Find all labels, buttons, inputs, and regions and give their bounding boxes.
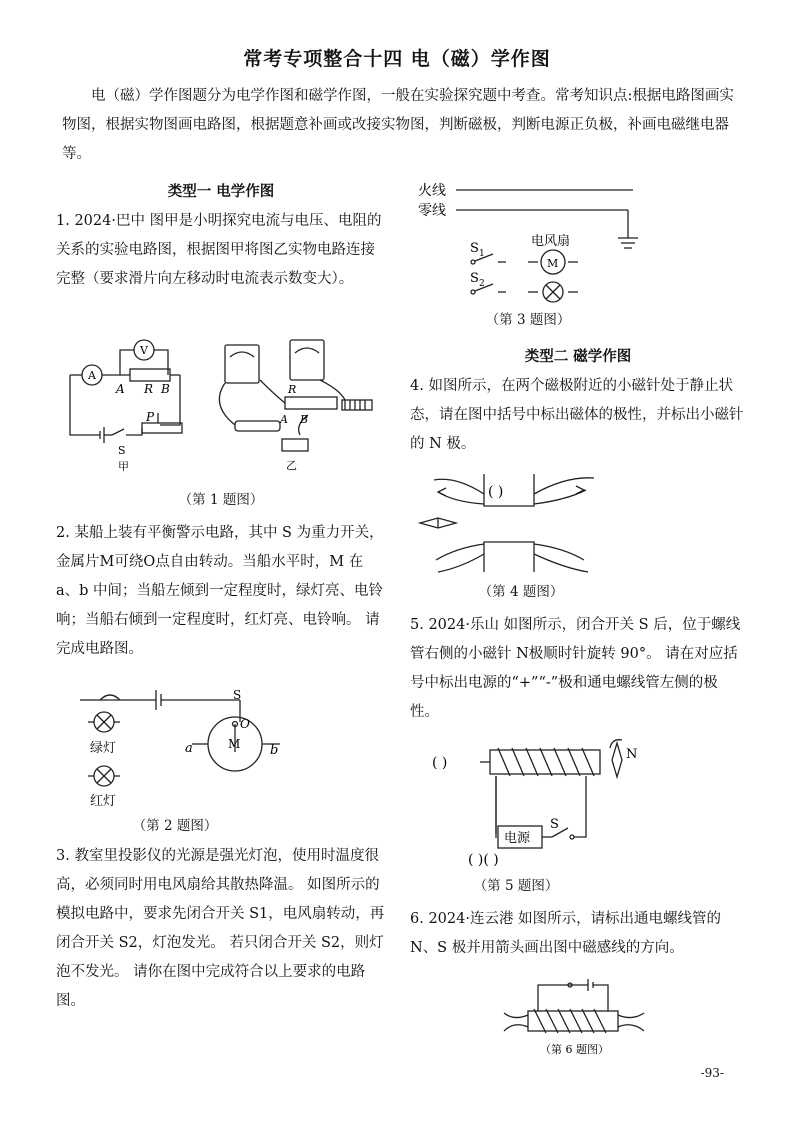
q1-ammeter-label: A (88, 369, 96, 382)
type2-heading: 类型二 磁学作图 (524, 348, 632, 365)
q2-m-label: M (228, 737, 241, 751)
q5-caption: （第 5 题图） (473, 878, 559, 894)
q5-text: 5. 2024·乐山 如图所示，闭合开关 S 后，位于螺线管右侧的小磁针 N极顺时针旋转 90°。 请在对应括号中标出电源的“+”“-”极和通电螺线管左侧的极性。 (410, 617, 741, 720)
q5-left-bracket: ( ) (432, 755, 448, 771)
q6-solenoid-figure (500, 975, 650, 1061)
q3-s1-sub: 1 (479, 249, 485, 259)
type1-heading: 类型一 电学作图 (167, 183, 275, 200)
q1-yi-label: 乙 (286, 459, 297, 472)
q2-circuit-figure (80, 682, 300, 810)
q3-circuit-figure (418, 176, 648, 306)
q6-caption: （第 6 题图） (540, 1043, 609, 1056)
q3-s2-label: S (470, 271, 479, 286)
q2-red-label: 红灯 (90, 794, 117, 809)
page-number: -93- (700, 1066, 724, 1080)
q5-source-label: 电源 (504, 831, 531, 846)
q3-s2-sub: 2 (479, 279, 485, 289)
q1-b2-label: B (300, 413, 309, 426)
q4-text: 4. 如图所示，在两个磁极附近的小磁针处于静止状态，请在图中括号中标出磁体的极性，并标出小磁针的 N 极。 (410, 378, 744, 452)
q1-caption: （第 1 题图） (178, 492, 264, 508)
q2-b-label: b (270, 743, 279, 758)
q2-a-label: a (185, 741, 193, 756)
q4-caption: （第 4 题图） (478, 584, 564, 600)
q2-text: 2. 某船上装有平衡警示电路，其中 S 为重力开关，金属片M可绕O点自由转动。当船水平时，M 在 a、b 中间；当船左倾到一定程度时，绿灯亮、电铃响；当船右倾到一定程度时，红灯亮、电铃响。 请完成电路图。 (56, 525, 384, 657)
q5-s-label: S (550, 817, 559, 832)
q1-r-label: R (144, 382, 154, 396)
q2-caption: （第 2 题图） (132, 818, 218, 834)
q1-a-label: A (116, 382, 125, 396)
intro-paragraph: 电（磁）学作图题分为电学作图和磁学作图，一般在实验探究题中考查。常考知识点:根据电路图画实物图，根据实物图画电路图，根据题意补画或改接实物图，判断磁极，判断电源正负极，补画电磁继电器等。 (62, 88, 734, 162)
q5-solenoid-figure (426, 738, 646, 873)
q6-text: 6. 2024·连云港 如图所示，请标出通电螺线管的 N、S 极并用箭头画出图中磁感线的方向。 (410, 911, 722, 956)
q3-neutral-label: 零线 (418, 203, 446, 219)
q3-m-label: M (547, 257, 559, 270)
q1-circuit-figure (60, 335, 390, 485)
q4-bracket: ( ) (488, 484, 504, 500)
q3-text: 3. 教室里投影仪的光源是强光灯泡，使用时温度很高，必须同时用电风扇给其散热降温。 如图所示的模拟电路中，要求先闭合开关 S1，电风扇转动，再闭合开关 S2，灯泡发光。 若只闭合开关 S2，则灯泡不发光。 请你在图中完成符合以上要求的电路图。 (56, 848, 385, 1009)
q2-s-label: S (233, 688, 242, 702)
q1-voltmeter-label: V (140, 344, 148, 357)
q2-green-label: 绿灯 (90, 741, 117, 756)
q1-r2-label: R (288, 383, 297, 396)
q1-a2-label: A (280, 413, 288, 426)
q2-o-label: O (240, 717, 250, 731)
q3-live-label: 火线 (418, 183, 446, 199)
q3-fan-label: 电风扇 (531, 234, 571, 249)
page-title: 常考专项整合十四 电（磁）学作图 (243, 48, 551, 70)
q1-p-label: P (146, 410, 155, 424)
q3-caption: （第 3 题图） (485, 312, 571, 328)
q1-text: 1. 2024·巴中 图甲是小明探究电流与电压、电阻的关系的实验电路图，根据图甲将图乙实物电路连接完整（要求滑片向左移动时电流表示数变大）。 (56, 213, 382, 287)
q1-b-label: B (161, 382, 170, 396)
q5-bottom-brackets: ( )( ) (468, 852, 499, 868)
q5-n-label: N (626, 747, 638, 762)
q1-jia-label: 甲 (118, 460, 129, 473)
q4-magnet-figure (416, 470, 626, 576)
q1-s-label: S (118, 444, 126, 457)
q3-s1-label: S (470, 241, 479, 256)
